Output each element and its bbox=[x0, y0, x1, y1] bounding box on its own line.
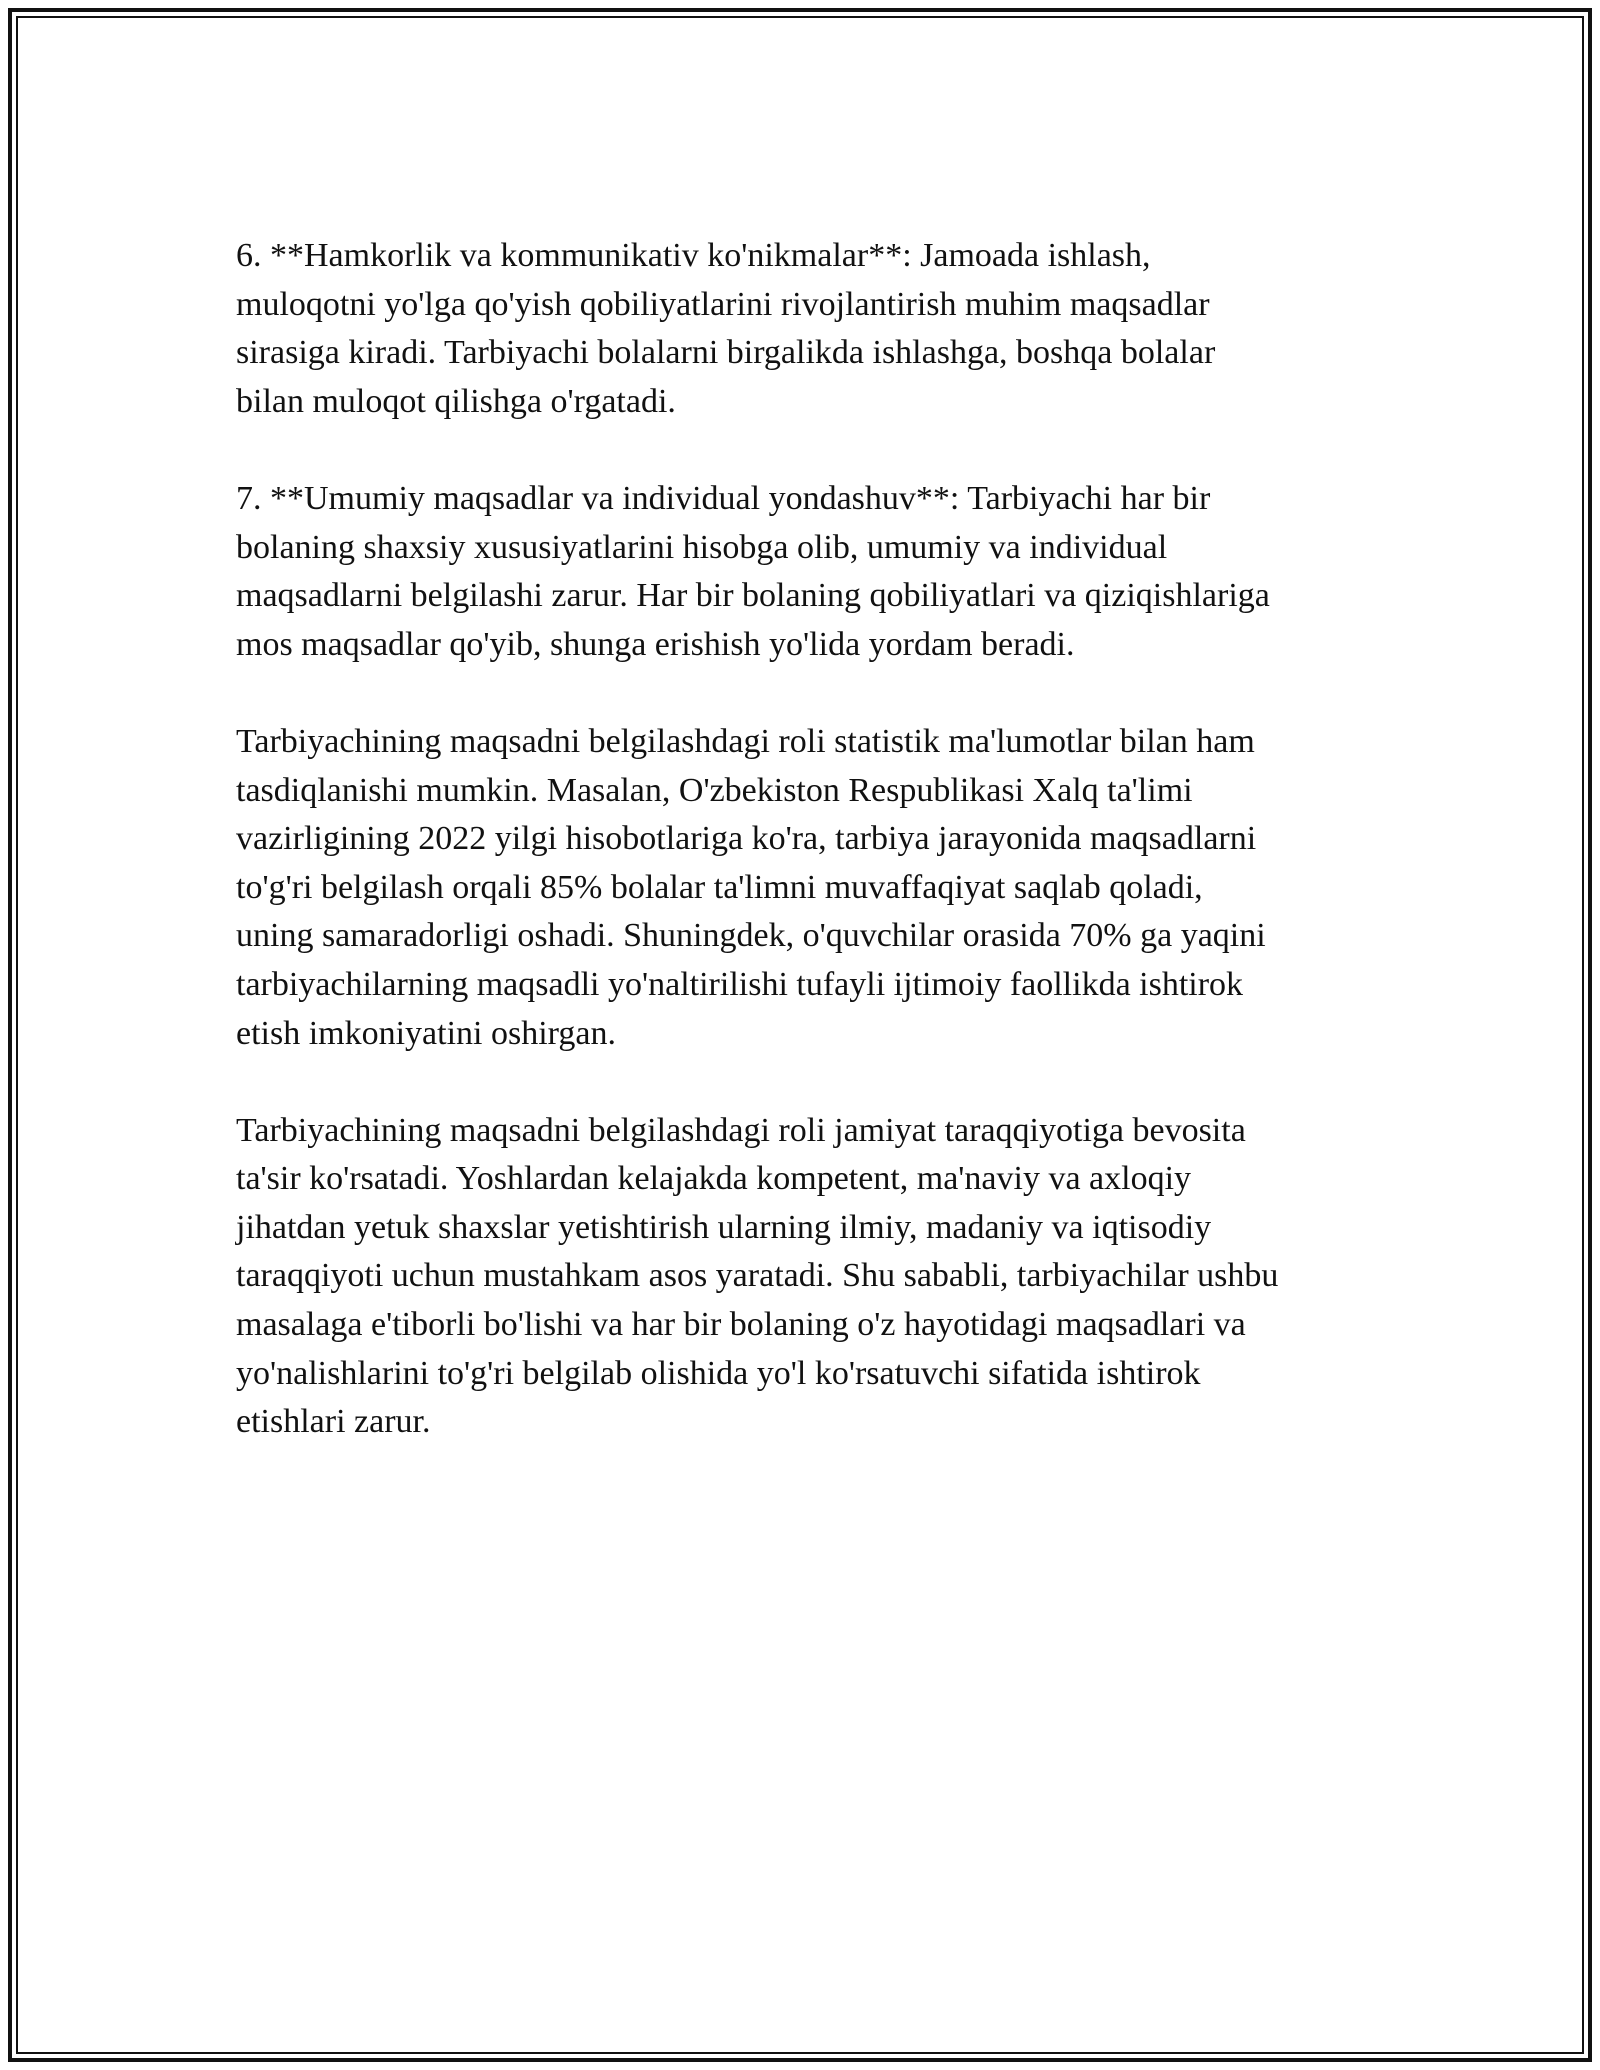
text-line: tarbiyachilarning maqsadli yo'naltirilishi tufayli ijtimoiy faollikda ishtirok bbox=[236, 965, 1244, 1003]
paragraph-statistics bbox=[236, 718, 1366, 1058]
text-line: masalaga e'tiborli bo'lishi va har bir bolaning o'z hayotidagi maqsadlari va bbox=[236, 1306, 1246, 1344]
text-line: Tarbiyachining maqsadni belgilashdagi roli jamiyat taraqqiyotiga bevosita bbox=[236, 1111, 1246, 1149]
text-line: sirasiga kiradi. Tarbiyachi bolalarni birgalikda ishlashga, boshqa bolalar bbox=[236, 334, 1216, 372]
text-line: etish imkoniyatini oshirgan. bbox=[236, 1014, 616, 1052]
text-line: 6. **Hamkorlik va kommunikativ ko'nikmalar**: Jamoada ishlash, bbox=[236, 237, 1151, 274]
text-line: Tarbiyachining maqsadni belgilashdagi roli statistik ma'lumotlar bilan ham bbox=[236, 722, 1255, 760]
text-line: maqsadlarni belgilashi zarur. Har bir bolaning qobiliyatlari va qiziqishlariga bbox=[236, 577, 1270, 615]
text-line: bolaning shaxsiy xususiyatlarini hisobga olib, umumiy va individual bbox=[236, 528, 1168, 566]
text-line: muloqotni yo'lga qo'yish qobiliyatlarini rivojlantirish muhim maqsadlar bbox=[236, 285, 1210, 323]
text-line: tasdiqlanishi mumkin. Masalan, O'zbekiston Respublikasi Xalq ta'limi bbox=[236, 771, 1193, 809]
paragraph-collaboration-skills bbox=[236, 232, 1366, 426]
paragraph-conclusion bbox=[236, 1107, 1366, 1447]
text-line: mos maqsadlar qo'yib, shunga erishish yo'lida yordam beradi. bbox=[236, 625, 1075, 663]
text-line: etishlari zarur. bbox=[236, 1403, 431, 1441]
document-body bbox=[236, 232, 1366, 1447]
text-line: taraqqiyoti uchun mustahkam asos yaratadi. Shu sababli, tarbiyachilar ushbu bbox=[236, 1257, 1279, 1295]
text-line: ta'sir ko'rsatadi. Yoshlardan kelajakda kompetent, ma'naviy va axloqiy bbox=[236, 1160, 1192, 1198]
text-line: uning samaradorligi oshadi. Shuningdek, o'quvchilar orasida 70% ga yaqini bbox=[236, 917, 1266, 955]
text-line: yo'nalishlarini to'g'ri belgilab olishida yo'l ko'rsatuvchi sifatida ishtirok bbox=[236, 1354, 1201, 1392]
paragraph-general-individual-approach bbox=[236, 475, 1366, 669]
text-line: bilan muloqot qilishga o'rgatadi. bbox=[236, 382, 676, 420]
text-line: 7. **Umumiy maqsadlar va individual yondashuv**: Tarbiyachi har bir bbox=[236, 479, 1211, 517]
text-line: vazirligining 2022 yilgi hisobotlariga ko'ra, tarbiya jarayonida maqsadlarni bbox=[236, 820, 1257, 858]
text-line: jihatdan yetuk shaxslar yetishtirish ularning ilmiy, madaniy va iqtisodiy bbox=[236, 1208, 1212, 1246]
text-line: to'g'ri belgilash orqali 85% bolalar ta'limni muvaffaqiyat saqlab qoladi, bbox=[236, 868, 1203, 906]
